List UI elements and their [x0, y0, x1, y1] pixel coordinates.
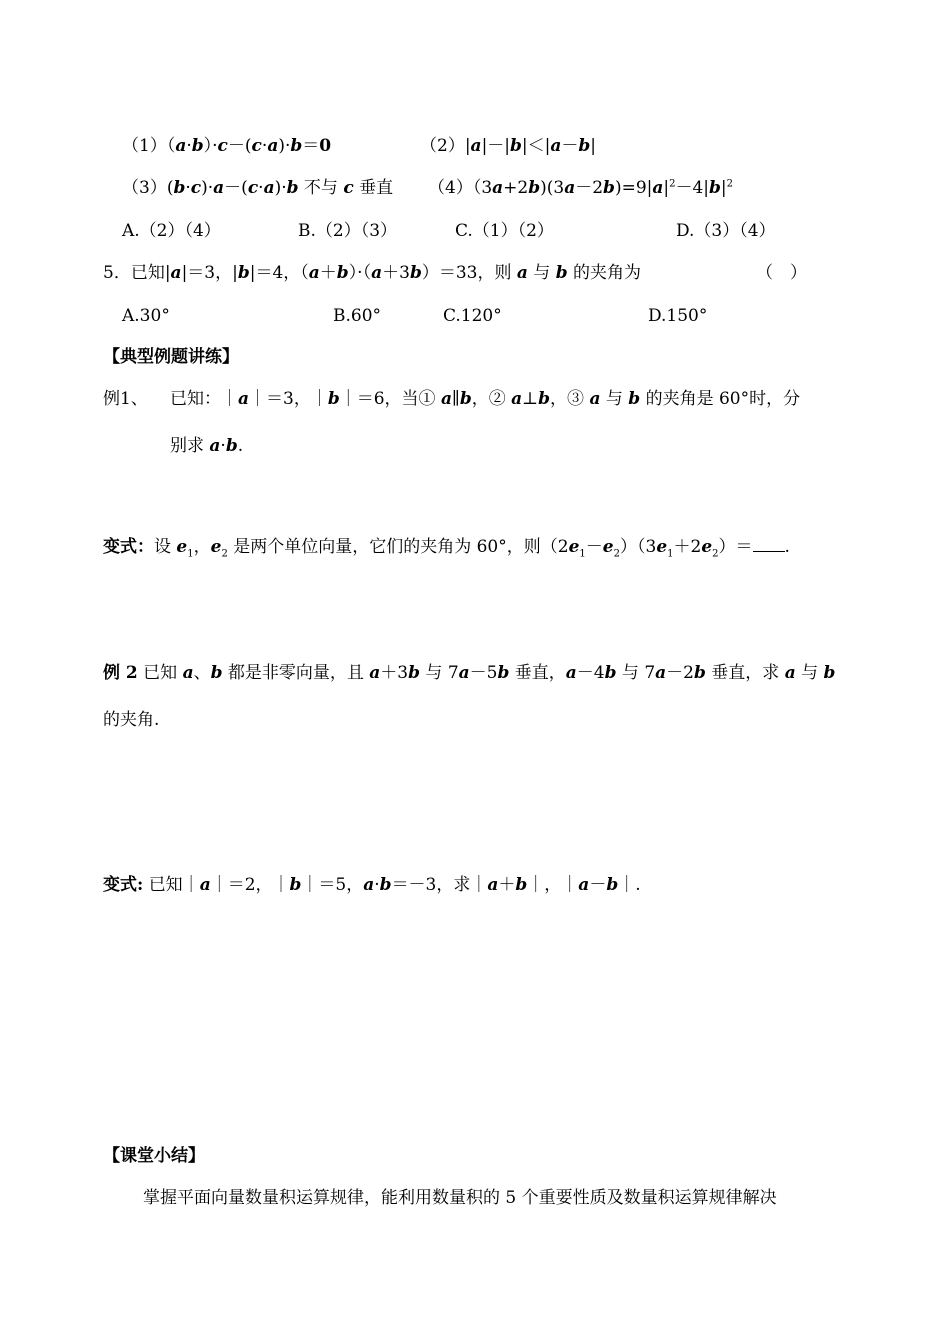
q4-choice-a: A.（2）（4）: [122, 221, 221, 241]
example-1-line-1: 已知：｜a｜＝3，｜b｜＝6，当① a∥b，② a⊥b，③ a 与 b 的夹角是 60°时，分: [170, 389, 801, 409]
example-2-line-1: [103, 662, 835, 684]
q5-choice-d: D.150°: [648, 306, 708, 326]
q4-statement-1: （1）（a·b）·c－(c·a)·b＝0: [122, 136, 332, 156]
example-2-line-2: 的夹角.: [103, 710, 160, 730]
q4-choice-d: D.（3）（4）: [676, 221, 776, 241]
section-heading-summary: 【课堂小结】: [103, 1146, 205, 1166]
q4-statement-4: $(4)(3a+2b)(3a-2b)=9|a|^2-4|b|^2$: [428, 178, 734, 198]
variant-2-label: 变式:: [103, 875, 144, 895]
q5-choice-b: B.60°: [333, 306, 382, 326]
variant-1-text: 设 $e_1$，$e_2$ 是两个单位向量，它们的夹角为 60°，则$(2e_1-e_2)(3e_1+2e_2)=$ .: [154, 537, 790, 560]
example-1-line-2: 别求 a·b.: [170, 436, 244, 456]
q5-choice-a: A.30°: [122, 306, 170, 326]
section-heading-examples: 【典型例题讲练】: [103, 347, 239, 367]
variant-2: [103, 874, 641, 896]
variant-1-label: 变式：: [103, 537, 154, 557]
q5-stem: 5．已知|a|＝3，|b|＝4，（a＋b）·（a＋3b）＝33，则 a 与 b 的夹角为: [103, 263, 641, 283]
q4-choice-b: B.（2）（3）: [298, 221, 398, 241]
q5-answer-paren: （ ）: [756, 263, 807, 283]
example-2-text: 已知 a、b 都是非零向量，且 a＋3b 与 7a－5b 垂直，a－4b 与 7a－2b 垂直，求 a 与 b: [143, 663, 836, 683]
variant-2-text: 已知｜a｜＝2，｜b｜＝5，a·b＝－3，求｜a＋b｜，｜a－b｜.: [148, 875, 641, 895]
example-2-label: 例 2: [103, 663, 138, 683]
variant-1: [103, 535, 790, 558]
q4-statement-3: （3）(b·c)·a－(c·a)·b 不与 c 垂直: [122, 178, 394, 198]
summary-text: 掌握平面向量数量积运算规律，能利用数量积的 5 个重要性质及数量积运算规律解决: [143, 1188, 777, 1208]
q5-choice-c: C.120°: [443, 306, 502, 326]
example-1-label: 例1、: [103, 389, 148, 409]
q4-statement-2: （2）|a|－|b|＜|a－b|: [420, 136, 597, 156]
q4-choice-c: C.（1）（2）: [455, 221, 554, 241]
